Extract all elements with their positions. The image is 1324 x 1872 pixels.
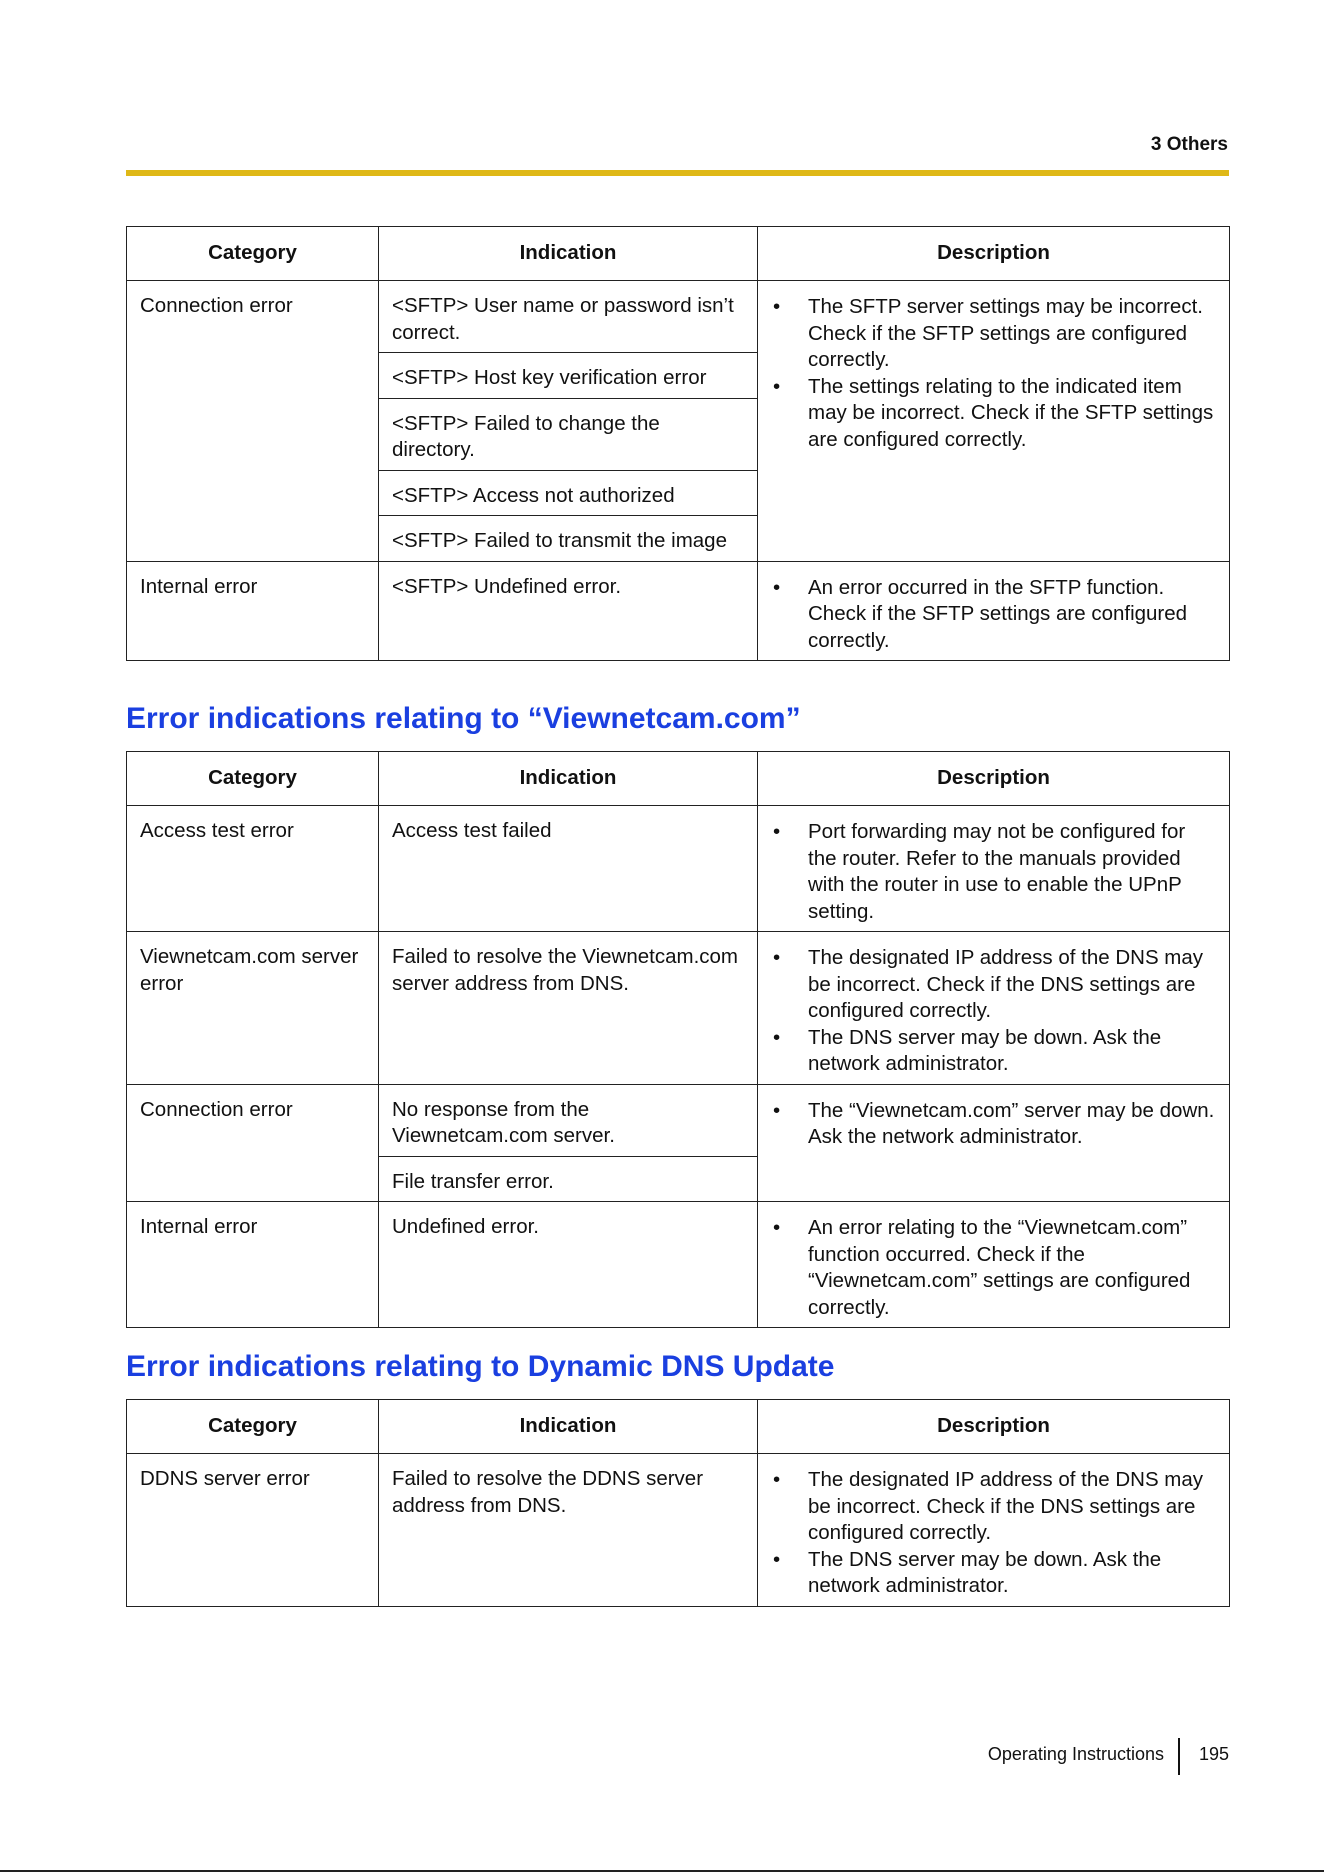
indication-cell: No response from the Viewnetcam.com server. [379, 1084, 758, 1156]
sftp-error-table [126, 226, 1230, 661]
column-header-indication: Indication [379, 1400, 758, 1454]
chapter-label: 3 Others [1150, 134, 1228, 155]
indication-cell: <SFTP> Access not authorized [379, 470, 758, 516]
description-cell [758, 561, 1230, 661]
indication-cell: Failed to resolve the Viewnetcam.com server address from DNS. [379, 932, 758, 1085]
indication-cell: Access test failed [379, 806, 758, 932]
footer-document-title: Operating Instructions [987, 1744, 1164, 1764]
ddns-error-table [126, 1399, 1230, 1607]
category-cell: Connection error [127, 1084, 379, 1202]
section-title-ddns: Error indications relating to Dynamic DNS Update [126, 1350, 835, 1383]
page-number: 195 [1199, 1744, 1230, 1764]
table-header-row [127, 1400, 1230, 1454]
category-cell: Connection error [127, 281, 379, 562]
indication-cell: Undefined error. [379, 1202, 758, 1328]
indication-cell: File transfer error. [379, 1156, 758, 1202]
column-header-description: Description [758, 752, 1230, 806]
description-cell [758, 806, 1230, 932]
column-header-indication: Indication [379, 752, 758, 806]
indication-cell: <SFTP> User name or password isn’t correct. [379, 281, 758, 353]
indication-cell: Failed to resolve the DDNS server address from DNS. [379, 1454, 758, 1607]
table-row [127, 806, 1230, 932]
column-header-indication: Indication [379, 227, 758, 281]
description-cell [758, 281, 1230, 562]
description-bullet: • An error relating to the “Viewnetcam.com” function occurred. Check if the “Viewnetcam.com” settings are configured correctly. [771, 1215, 1217, 1321]
category-cell: Internal error [127, 561, 379, 661]
column-header-category: Category [127, 1400, 379, 1454]
column-header-description: Description [758, 227, 1230, 281]
description-bullet: • An error occurred in the SFTP function. Check if the SFTP settings are configured correctly. [771, 575, 1217, 655]
description-bullet: • The DNS server may be down. Ask the network administrator. [771, 1025, 1217, 1078]
table-row [127, 1202, 1230, 1328]
column-header-category: Category [127, 752, 379, 806]
description-cell [758, 1202, 1230, 1328]
viewnetcam-error-table [126, 751, 1230, 1328]
table-header-row [127, 752, 1230, 806]
column-header-description: Description [758, 1400, 1230, 1454]
table-header-row [127, 227, 1230, 281]
category-cell: DDNS server error [127, 1454, 379, 1607]
column-header-category: Category [127, 227, 379, 281]
category-cell: Access test error [127, 806, 379, 932]
description-bullet: • The settings relating to the indicated item may be incorrect. Check if the SFTP settings are configured correctly. [771, 374, 1217, 454]
table-row [127, 1454, 1230, 1607]
section-title-viewnetcam: Error indications relating to “Viewnetcam.com” [126, 702, 801, 735]
description-bullet: • The designated IP address of the DNS may be incorrect. Check if the DNS settings are configured correctly. [771, 1467, 1217, 1547]
indication-cell: <SFTP> Failed to change the directory. [379, 398, 758, 470]
description-bullet: • The DNS server may be down. Ask the network administrator. [771, 1547, 1217, 1600]
table-row [127, 1084, 1230, 1156]
description-cell [758, 1084, 1230, 1202]
footer-divider [1178, 1738, 1180, 1775]
category-cell: Viewnetcam.com server error [127, 932, 379, 1085]
description-bullet: • The SFTP server settings may be incorrect. Check if the SFTP settings are configured correctly. [771, 294, 1217, 374]
table-row [127, 561, 1230, 661]
indication-cell: <SFTP> Failed to transmit the image [379, 516, 758, 562]
indication-cell: <SFTP> Undefined error. [379, 561, 758, 661]
description-bullet: • The “Viewnetcam.com” server may be down. Ask the network administrator. [771, 1098, 1217, 1151]
category-cell: Internal error [127, 1202, 379, 1328]
table-row [127, 281, 1230, 353]
table-row [127, 932, 1230, 1085]
description-bullet: • The designated IP address of the DNS may be incorrect. Check if the DNS settings are configured correctly. [771, 945, 1217, 1025]
description-cell [758, 932, 1230, 1085]
description-bullet: • Port forwarding may not be configured for the router. Refer to the manuals provided with the router in use to enable the UPnP setting. [771, 819, 1217, 925]
indication-cell: <SFTP> Host key verification error [379, 353, 758, 399]
description-cell [758, 1454, 1230, 1607]
header-rule [126, 170, 1229, 176]
